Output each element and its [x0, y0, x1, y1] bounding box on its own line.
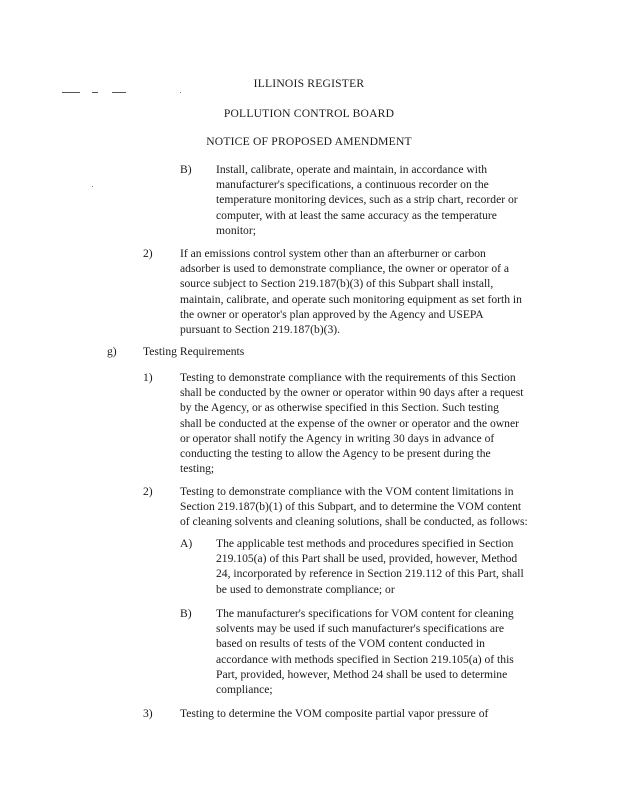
paragraph-b-top: Install, calibrate, operate and maintain, in accordance with manufacturer's specifications, a continuous recorder on the temperature monitoring devices, such as a strip chart, recorder or computer, with at least the same accuracy as the temperature monitor; [216, 163, 518, 237]
paragraph-g2: Testing to demonstrate compliance with the VOM content limitations in Section 219.187(b)(1) of this Subpart, and to determine the VOM content of cleaning solvents and cleaning solutions, shall be conducted, as follows: [180, 485, 528, 529]
item-label: 3) [143, 707, 153, 720]
paragraph-g2b: The manufacturer's specifications for VOM content for cleaning solvents may be used if such manufacturer's specifications are based on results of tests of the VOM content conducted in accordance with methods specified in Section 219.105(a) of this Part, provided, however, Method 24 shall be used to determine compliance; [216, 607, 514, 697]
section-label: g) [107, 345, 117, 358]
item-label: B) [180, 607, 192, 620]
register-title: ILLINOIS REGISTER [253, 77, 365, 90]
item-label: B) [180, 163, 192, 176]
paragraph-2-top: If an emissions control system other than an afterburner or carbon adsorber is used to demonstrate compliance, the owner or operator of a source subject to Section 219.187(b)(3) of this Subpart shall install, maintain, calibrate, and operate such monitoring equipment as set forth in the owner or operator's plan approved by the Agency and USEPA pursuant to Section 219.187(b)(3). [180, 247, 522, 337]
item-label: 1) [143, 371, 153, 384]
item-label: 2) [143, 485, 153, 498]
item-label: 2) [143, 247, 153, 260]
scan-artifact [92, 92, 98, 93]
scan-artifact [112, 92, 126, 93]
paragraph-g3: Testing to determine the VOM composite partial vapor pressure of [180, 707, 489, 720]
paragraph-g2a: The applicable test methods and procedures specified in Section 219.105(a) of this Part shall be used, provided, however, Method 24, incorporated by reference in Section 219.112 of this Part, shall be used to demonstrate compliance; or [216, 537, 524, 596]
item-label: A) [180, 537, 193, 550]
board-title: POLLUTION CONTROL BOARD [223, 107, 395, 120]
scan-artifact [62, 92, 80, 93]
section-title: Testing Requirements [143, 345, 245, 358]
paragraph-g1: Testing to demonstrate compliance with the requirements of this Section shall be conducted by the owner or operator within 90 days after a request by the Agency, or as otherwise specified in this Section. Such testing shall be conducted at the expense of the owner or operator and the owner or operator shall notify the Agency in writing 30 days in advance of conducting the testing to allow the Agency to be present during the testing; [180, 371, 524, 476]
scan-artifact [180, 92, 181, 93]
scan-artifact [92, 186, 93, 187]
notice-title: NOTICE OF PROPOSED AMENDMENT [206, 135, 412, 148]
